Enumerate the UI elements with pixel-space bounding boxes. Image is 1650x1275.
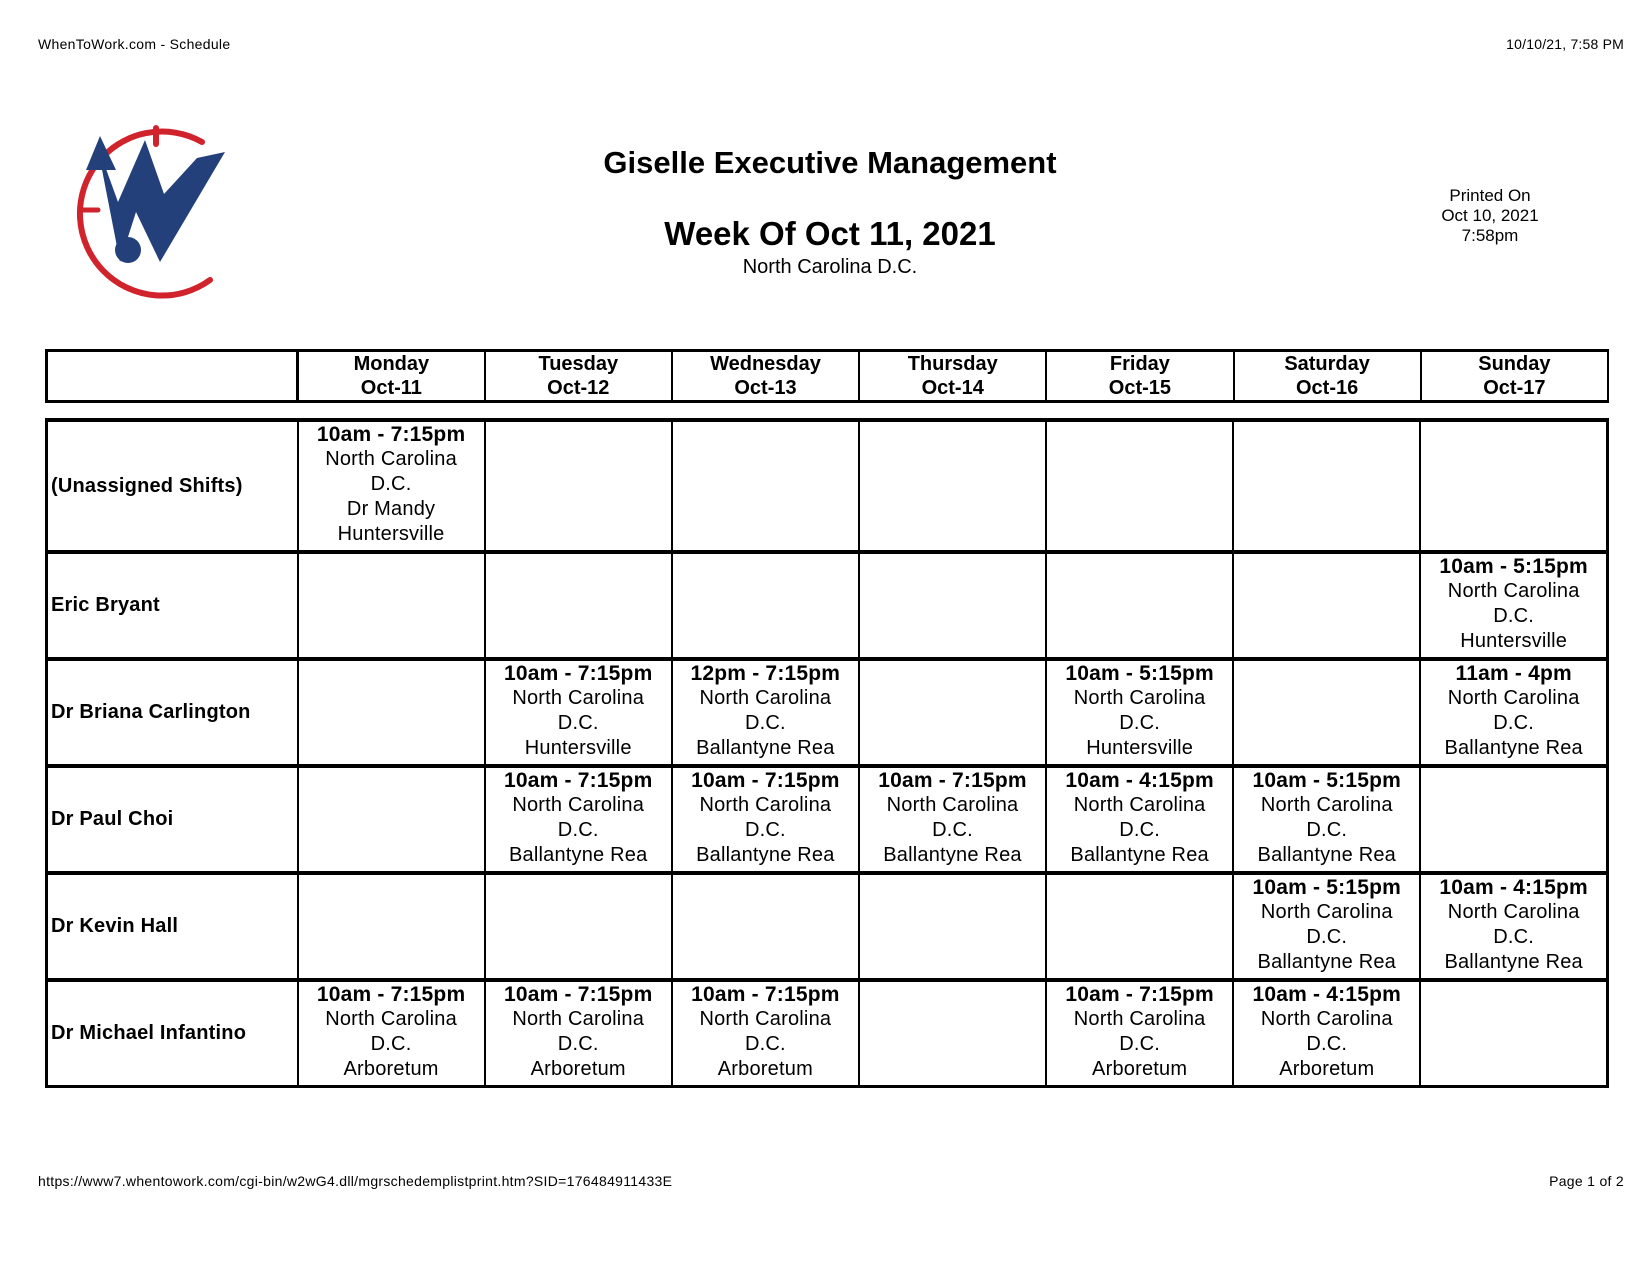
shift-block <box>1421 875 1606 975</box>
shift-time: 10am - 7:15pm <box>316 423 466 446</box>
shift-detail: D.C. <box>1493 926 1535 948</box>
day-header-sunday <box>1421 351 1608 402</box>
employee-name: Dr Michael Infantino <box>47 980 298 1087</box>
shift-detail: D.C. <box>1493 605 1535 627</box>
shift-detail: D.C. <box>1306 926 1348 948</box>
employee-row <box>47 873 1608 980</box>
shift-time: 10am - 5:15pm <box>1065 662 1214 685</box>
shift-time: 10am - 7:15pm <box>1065 983 1214 1006</box>
schedule-title-block <box>430 145 1230 279</box>
printed-on-label: Printed On <box>1449 186 1531 205</box>
shift-cell <box>1233 552 1420 659</box>
shift-time: 10am - 5:15pm <box>1252 876 1402 899</box>
shift-detail: D.C. <box>370 473 412 495</box>
shift-cell <box>1233 766 1420 873</box>
shift-cell <box>1420 420 1607 552</box>
shift-detail: North Carolina <box>512 687 645 709</box>
shift-block <box>299 982 484 1082</box>
shift-detail: D.C. <box>1493 712 1535 734</box>
shift-block <box>1047 768 1232 868</box>
shift-detail: D.C. <box>557 1033 599 1055</box>
shift-cell <box>298 552 485 659</box>
shift-detail: North Carolina <box>512 794 645 816</box>
day-name: Sunday <box>1478 353 1551 375</box>
shift-detail: North Carolina <box>699 1008 832 1030</box>
shift-block <box>860 768 1045 868</box>
shift-detail: D.C. <box>1306 1033 1348 1055</box>
day-name: Tuesday <box>538 353 619 375</box>
shift-detail: Huntersville <box>1460 630 1568 652</box>
day-header-friday <box>1046 351 1233 402</box>
shift-block <box>486 768 671 868</box>
shift-cell <box>298 659 485 766</box>
day-header-table <box>45 349 1609 403</box>
day-name: Wednesday <box>710 353 821 375</box>
shift-cell <box>1046 659 1233 766</box>
shift-detail: D.C. <box>932 819 973 841</box>
shift-block <box>486 982 671 1082</box>
shift-cell <box>298 420 485 552</box>
shift-block <box>673 661 858 761</box>
shift-cell <box>485 552 672 659</box>
day-name: Friday <box>1109 353 1170 375</box>
shift-block <box>673 982 858 1082</box>
shift-block <box>1421 554 1606 654</box>
shift-block <box>1421 661 1606 761</box>
shift-cell <box>485 420 672 552</box>
employee-name: Dr Briana Carlington <box>47 659 298 766</box>
employee-column-header <box>47 351 298 402</box>
shift-cell <box>1046 980 1233 1087</box>
shift-detail: North Carolina <box>325 1008 457 1030</box>
shift-cell <box>1046 873 1233 980</box>
shift-cell <box>1420 766 1607 873</box>
shift-detail: North Carolina <box>1260 1008 1393 1030</box>
shift-block <box>1234 768 1419 868</box>
shift-cell <box>859 766 1046 873</box>
shift-block <box>673 768 858 868</box>
shift-detail: D.C. <box>744 712 786 734</box>
shift-detail: Huntersville <box>524 737 632 759</box>
shift-time: 10am - 5:15pm <box>1439 555 1588 578</box>
shift-detail: North Carolina <box>699 794 832 816</box>
shift-detail: North Carolina <box>1073 794 1206 816</box>
shift-time: 10am - 7:15pm <box>691 983 840 1006</box>
shift-detail: Huntersville <box>337 523 445 545</box>
shift-cell <box>1233 980 1420 1087</box>
shift-cell <box>672 659 859 766</box>
printed-on-time: 7:58pm <box>1461 226 1519 245</box>
employee-row <box>47 420 1608 552</box>
whentowork-logo <box>70 122 245 307</box>
shift-cell <box>859 659 1046 766</box>
shift-time: 10am - 5:15pm <box>1252 769 1402 792</box>
shift-detail: North Carolina <box>512 1008 645 1030</box>
shift-detail: North Carolina <box>1447 901 1580 923</box>
shift-cell <box>485 980 672 1087</box>
shift-cell <box>1046 420 1233 552</box>
shift-detail: Ballantyne Rea <box>1444 737 1583 759</box>
shift-detail: Ballantyne Rea <box>1444 951 1583 973</box>
day-date: Oct-17 <box>1483 377 1546 399</box>
shift-cell <box>1420 873 1607 980</box>
shift-time: 10am - 7:15pm <box>691 769 840 792</box>
day-header-tuesday <box>485 351 672 402</box>
location-name: North Carolina D.C. <box>742 256 918 278</box>
shift-cell <box>672 420 859 552</box>
shift-detail: D.C. <box>1119 819 1161 841</box>
shift-detail: Ballantyne Rea <box>1257 951 1396 973</box>
shift-detail: Ballantyne Rea <box>883 844 1022 866</box>
day-date: Oct-14 <box>921 377 984 399</box>
shift-detail: D.C. <box>744 819 786 841</box>
shift-cell <box>298 766 485 873</box>
shift-cell <box>672 766 859 873</box>
shift-detail: Ballantyne Rea <box>696 844 835 866</box>
shift-detail: D.C. <box>1119 712 1161 734</box>
printed-on-date: Oct 10, 2021 <box>1441 206 1539 225</box>
day-name: Thursday <box>907 353 998 375</box>
shift-cell <box>1420 659 1607 766</box>
day-date: Oct-15 <box>1108 377 1172 399</box>
shift-detail: D.C. <box>370 1033 412 1055</box>
shift-time: 10am - 4:15pm <box>1252 983 1402 1006</box>
shift-cell <box>1420 980 1607 1087</box>
schedule-grid <box>45 418 1609 1088</box>
shift-detail: Huntersville <box>1086 737 1194 759</box>
shift-detail: North Carolina <box>1073 687 1206 709</box>
printed-on-block <box>1390 186 1590 246</box>
shift-time: 10am - 7:15pm <box>316 983 466 1006</box>
browser-page-title: WhenToWork.com - Schedule <box>38 36 231 52</box>
company-name: Giselle Executive Management <box>603 145 1057 180</box>
shift-cell <box>1233 873 1420 980</box>
page-number: Page 1 of 2 <box>1549 1173 1624 1189</box>
shift-cell <box>1046 552 1233 659</box>
day-date: Oct-13 <box>734 377 797 399</box>
shift-detail: D.C. <box>557 712 599 734</box>
day-date: Oct-16 <box>1295 377 1359 399</box>
shift-time: 10am - 4:15pm <box>1065 769 1214 792</box>
shift-detail: North Carolina <box>1447 687 1580 709</box>
shift-cell <box>1046 766 1233 873</box>
employee-name: Eric Bryant <box>47 552 298 659</box>
employee-row <box>47 766 1608 873</box>
shift-detail: Arboretum <box>530 1058 626 1080</box>
shift-time: 11am - 4pm <box>1455 662 1572 685</box>
shift-cell <box>298 873 485 980</box>
shift-block <box>486 661 671 761</box>
shift-cell <box>1233 420 1420 552</box>
employee-name: Dr Paul Choi <box>47 766 298 873</box>
day-header-row <box>47 351 1609 402</box>
shift-cell <box>672 873 859 980</box>
shift-detail: Arboretum <box>1092 1058 1188 1080</box>
shift-cell <box>485 873 672 980</box>
shift-detail: Dr Mandy <box>346 498 436 520</box>
browser-print-timestamp: 10/10/21, 7:58 PM <box>1506 36 1624 52</box>
employee-name: Dr Kevin Hall <box>47 873 298 980</box>
shift-block <box>1047 982 1232 1082</box>
shift-block <box>1234 982 1419 1082</box>
shift-detail: North Carolina <box>699 687 832 709</box>
day-header-thursday <box>859 351 1046 402</box>
shift-detail: North Carolina <box>886 794 1019 816</box>
shift-detail: North Carolina <box>1260 901 1393 923</box>
day-header-wednesday <box>672 351 859 402</box>
day-name: Saturday <box>1284 353 1370 375</box>
shift-detail: Ballantyne Rea <box>1070 844 1209 866</box>
shift-detail: North Carolina <box>1073 1008 1206 1030</box>
shift-cell <box>1420 552 1607 659</box>
day-header-saturday <box>1234 351 1421 402</box>
shift-detail: North Carolina <box>1260 794 1393 816</box>
shift-detail: D.C. <box>744 1033 786 1055</box>
employee-name: (Unassigned Shifts) <box>47 420 298 552</box>
shift-cell <box>859 873 1046 980</box>
shift-detail: D.C. <box>557 819 599 841</box>
shift-detail: Ballantyne Rea <box>696 737 835 759</box>
stopwatch-w-logo-icon <box>70 122 245 307</box>
shift-cell <box>672 980 859 1087</box>
shift-cell <box>859 552 1046 659</box>
browser-page-url: https://www7.whentowork.com/cgi-bin/w2wG4.dll/mgrschedemplistprint.htm?SID=176484911433E <box>38 1173 673 1189</box>
employee-row <box>47 980 1608 1087</box>
day-header-monday <box>298 351 485 402</box>
shift-cell <box>1233 659 1420 766</box>
shift-cell <box>485 766 672 873</box>
shift-time: 10am - 7:15pm <box>503 769 653 792</box>
shift-detail: Arboretum <box>717 1058 813 1080</box>
shift-detail: North Carolina <box>1447 580 1580 602</box>
shift-block <box>1047 661 1232 761</box>
shift-time: 10am - 7:15pm <box>503 983 653 1006</box>
shift-detail: Arboretum <box>343 1058 439 1080</box>
shift-cell <box>298 980 485 1087</box>
employee-row <box>47 552 1608 659</box>
shift-cell <box>859 420 1046 552</box>
day-name: Monday <box>353 353 430 375</box>
shift-detail: Ballantyne Rea <box>1257 844 1396 866</box>
shift-detail: Ballantyne Rea <box>508 844 648 866</box>
shift-time: 10am - 4:15pm <box>1439 876 1588 899</box>
shift-block <box>299 422 484 547</box>
shift-time: 10am - 7:15pm <box>878 769 1027 792</box>
shift-time: 12pm - 7:15pm <box>690 662 841 685</box>
shift-detail: D.C. <box>1306 819 1348 841</box>
shift-detail: D.C. <box>1119 1033 1161 1055</box>
shift-cell <box>485 659 672 766</box>
shift-detail: Arboretum <box>1279 1058 1375 1080</box>
day-date: Oct-12 <box>547 377 610 399</box>
shift-block <box>1234 875 1419 975</box>
shift-cell <box>672 552 859 659</box>
week-heading: Week Of Oct 11, 2021 <box>664 215 996 252</box>
shift-time: 10am - 7:15pm <box>503 662 653 685</box>
day-date: Oct-11 <box>360 377 422 399</box>
shift-cell <box>859 980 1046 1087</box>
employee-row <box>47 659 1608 766</box>
shift-detail: North Carolina <box>325 448 457 470</box>
